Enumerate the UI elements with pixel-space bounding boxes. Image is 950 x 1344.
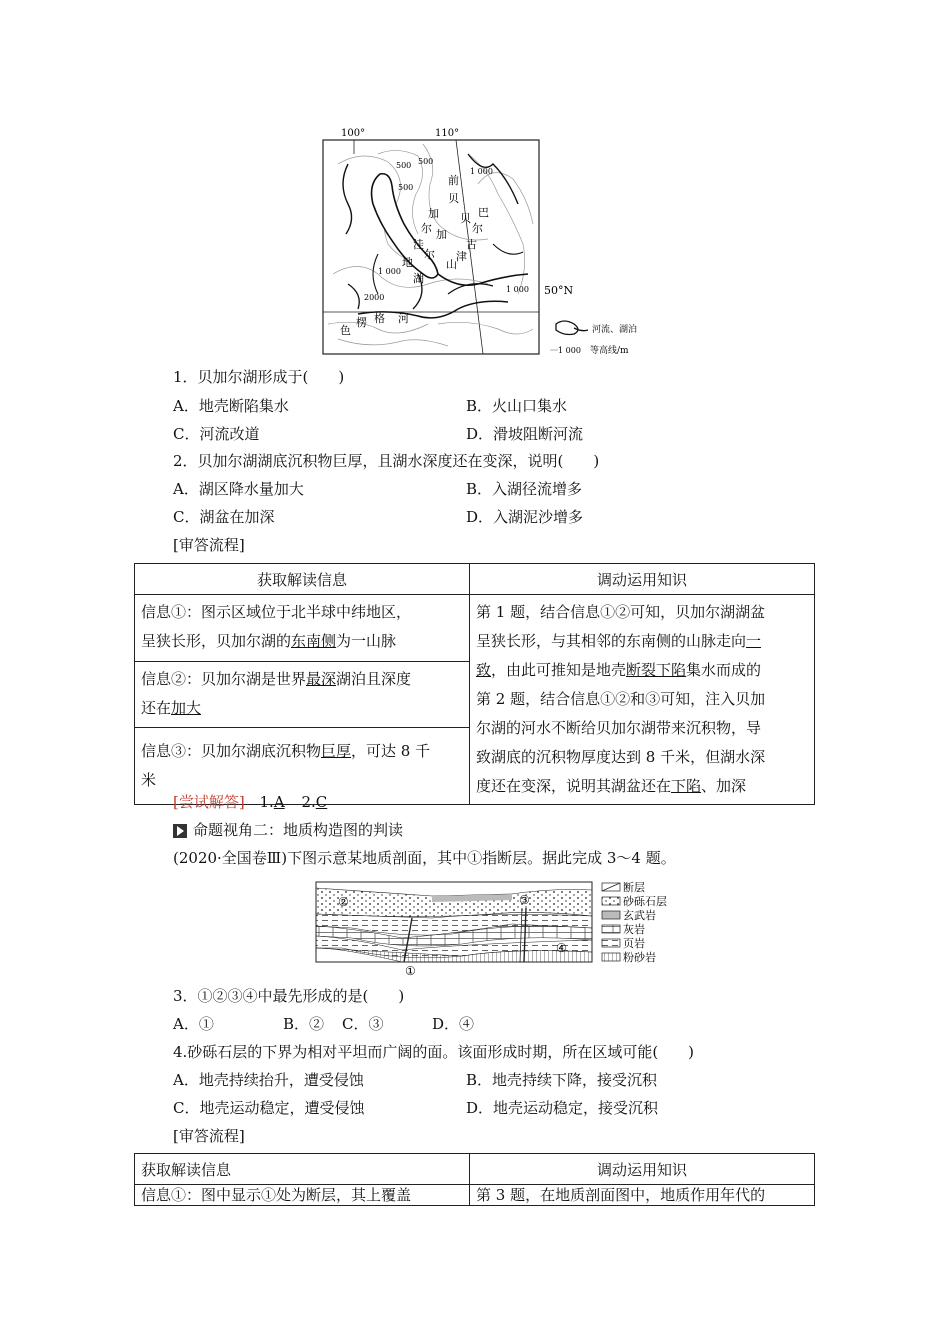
- svg-text:山: 山: [446, 258, 457, 271]
- q1-option-b[interactable]: B．火山口集水: [466, 397, 568, 415]
- q2-option-a[interactable]: A．湖区降水量加大: [173, 480, 304, 498]
- legend-limestone: 灰岩: [623, 923, 645, 936]
- q1-stem: 1．贝加尔湖形成于( ): [173, 368, 345, 386]
- flow2-label: [审答流程]: [173, 1127, 245, 1145]
- label-baergu: 巴: [478, 206, 489, 219]
- contour-label: 500: [398, 183, 414, 192]
- label-beijia-mountain: 贝: [460, 212, 471, 225]
- svg-text:河: 河: [398, 312, 409, 325]
- svg-text:加: 加: [428, 207, 439, 220]
- label-qianbei: 前: [448, 174, 459, 187]
- flow2-head-right: 调动运用知识: [470, 1154, 815, 1185]
- q4-stem: 4.砂砾石层的下界为相对平坦而广阔的面。该面形成时期，所在区域可能( ): [173, 1043, 695, 1061]
- section2-title: 命题视角二：地质构造图的判读: [193, 821, 404, 839]
- svg-text:古: 古: [466, 238, 477, 251]
- marker-3: ③: [519, 893, 530, 907]
- flow2-table: [134, 1153, 815, 1206]
- flow1-knowledge: 第 1 题，结合信息①②可知，贝加尔湖湖盆 呈狭长形，与其相邻的东南侧的山脉走向一 致，由此可推知是地壳断裂下陷集水而成的 第 2 题，结合信息①②和③可知，注入贝加 尔湖的河水不断给贝加尔湖带来沉积物，导 致湖底的沉积物厚度达到 8 千米，但湖水深 度还在变深，说明其湖盆还在下陷、加深: [470, 595, 815, 805]
- q2-option-c[interactable]: C．湖盆在加深: [173, 508, 275, 526]
- flow1-info3: 信息③：贝加尔湖底沉积物巨厚，可达 8 千 米: [135, 728, 470, 805]
- legend-shale: 页岩: [623, 937, 645, 950]
- q3-option-b[interactable]: B．②: [283, 1015, 325, 1033]
- contour-label: 1 000: [378, 267, 401, 276]
- legend-fault: 断层: [623, 881, 645, 894]
- answer1-label: [尝试解答]: [173, 793, 245, 811]
- legend-basalt: 玄武岩: [623, 909, 656, 922]
- legend-contour-sample: 1 000: [558, 346, 581, 355]
- answer1-row: [尝试解答] 1.A 2.C: [173, 793, 328, 811]
- svg-text:尔: 尔: [472, 222, 483, 235]
- q1-option-c[interactable]: C．河流改道: [173, 425, 260, 443]
- q4-option-d[interactable]: D．地壳运动稳定，接受沉积: [466, 1099, 659, 1117]
- contour-label: 1 000: [470, 167, 493, 176]
- q2-option-b[interactable]: B．入湖径流增多: [466, 480, 583, 498]
- baikal-map-figure: [318, 124, 648, 356]
- svg-text:湖: 湖: [413, 272, 424, 285]
- q2-option-d[interactable]: D．入湖泥沙增多: [466, 508, 584, 526]
- legend-siltstone: 粉砂岩: [623, 951, 656, 964]
- flow1-head-right: 调动运用知识: [470, 564, 815, 595]
- section2-intro: (2020·全国卷Ⅲ)下图示意某地质剖面，其中①指断层。据此完成 3～4 题。: [173, 849, 676, 867]
- marker-2: ②: [338, 895, 349, 909]
- legend-river: 河流、湖泊: [592, 325, 638, 335]
- svg-text:加: 加: [436, 228, 447, 241]
- flow1-info1: 信息①：图示区域位于北半球中纬地区， 呈狭长形，贝加尔湖的东南侧为一山脉: [135, 595, 470, 662]
- contour-label: 1 000: [506, 285, 529, 294]
- svg-text:地: 地: [402, 256, 413, 269]
- lon-110-label: 110°: [435, 128, 460, 139]
- contour-label: 500: [418, 157, 434, 166]
- q4-option-b[interactable]: B．地壳持续下降，接受沉积: [466, 1071, 658, 1089]
- flow1-label: [审答流程]: [173, 536, 245, 554]
- contour-label: 500: [396, 161, 412, 170]
- svg-text:尔: 尔: [421, 222, 432, 235]
- flow1-head-left: 获取解读信息: [135, 564, 470, 595]
- answer1-a1: A: [273, 793, 285, 811]
- flow2-head-left: 获取解读信息: [135, 1154, 470, 1185]
- label-selenga: 色: [340, 324, 351, 337]
- legend-contour: 等高线/m: [590, 346, 629, 356]
- contour-label: 2000: [364, 293, 385, 302]
- q4-option-a[interactable]: A．地壳持续抬升，遭受侵蚀: [173, 1071, 364, 1089]
- svg-text:格: 格: [374, 312, 385, 325]
- legend-gravel: 砂砾石层: [623, 895, 667, 908]
- q3-option-d[interactable]: D．④: [432, 1015, 475, 1033]
- svg-text:尔: 尔: [424, 248, 435, 261]
- marker-1: ①: [405, 964, 416, 978]
- flow1-table: [134, 563, 815, 805]
- q1-option-a[interactable]: A．地壳断陷集水: [173, 397, 289, 415]
- q3-option-a[interactable]: A．①: [173, 1015, 214, 1033]
- svg-text:津: 津: [456, 250, 467, 263]
- svg-text:楞: 楞: [356, 316, 367, 329]
- q4-option-c[interactable]: C．地壳运动稳定，遭受侵蚀: [173, 1099, 365, 1117]
- section2-title-row: [173, 820, 403, 840]
- play-triangle-icon: [173, 824, 187, 838]
- geologic-section-figure: [312, 878, 692, 978]
- q3-stem: 3．①②③④中最先形成的是( ): [173, 987, 405, 1005]
- flow2-knowledge1: 第 3 题，在地质剖面图中，地质作用年代的: [470, 1185, 815, 1206]
- label-depression: 洼: [413, 238, 424, 251]
- marker-4: ④: [556, 941, 567, 955]
- lon-100-label: 100°: [341, 128, 366, 139]
- q1-option-d[interactable]: D．滑坡阻断河流: [466, 425, 584, 443]
- svg-text:贝: 贝: [448, 192, 459, 205]
- q3-option-c[interactable]: C．③: [342, 1015, 384, 1033]
- answer1-a2: C: [315, 793, 328, 811]
- lat-50-label: 50°N: [544, 284, 574, 297]
- flow2-info1: 信息①：图中显示①处为断层，其上覆盖: [135, 1185, 470, 1206]
- flow1-info2: 信息②：贝加尔湖是世界最深湖泊且深度 还在加大: [135, 661, 470, 728]
- q2-stem: 2．贝加尔湖湖底沉积物巨厚，且湖水深度还在变深，说明( ): [173, 452, 600, 470]
